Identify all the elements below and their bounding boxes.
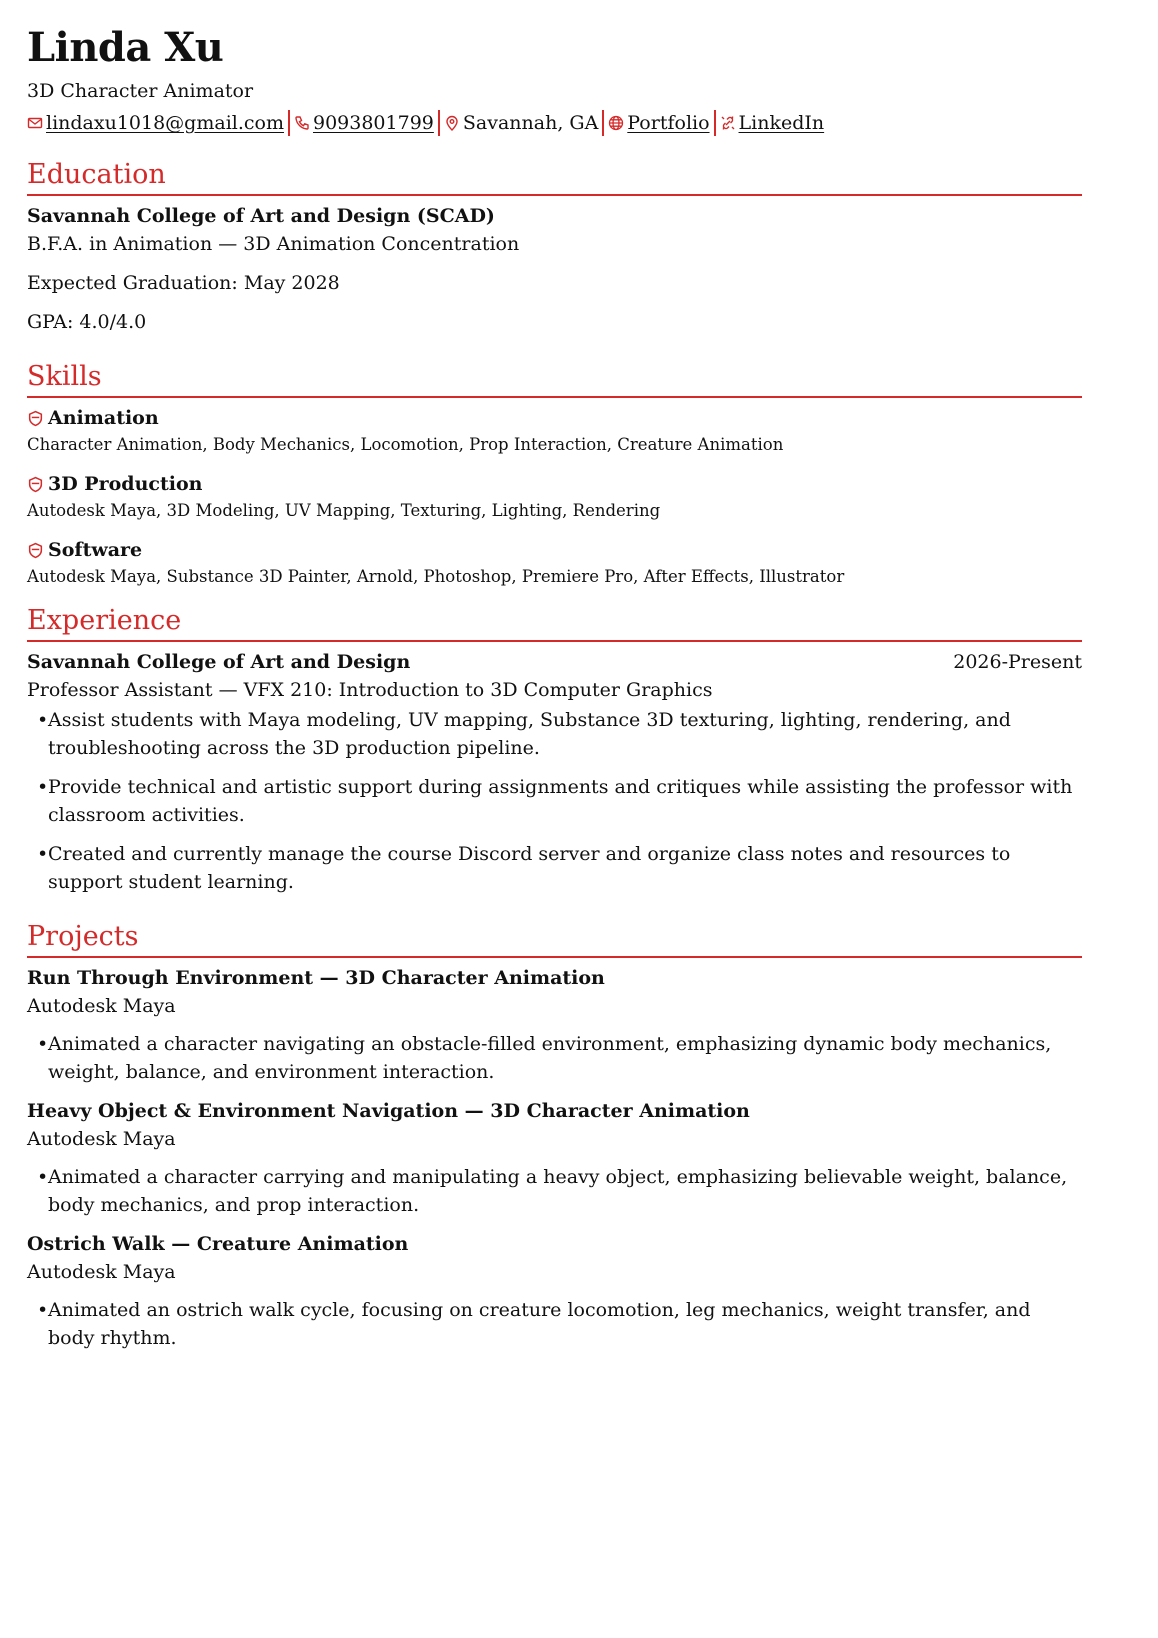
project-tool: Autodesk Maya bbox=[27, 995, 176, 1017]
project-bullets bbox=[27, 1163, 1082, 1219]
project-tool: Autodesk Maya bbox=[27, 1128, 176, 1150]
job-bullets bbox=[27, 706, 1082, 896]
email-link[interactable]: lindaxu1018@gmail.com bbox=[46, 112, 284, 134]
project-bullets bbox=[27, 1030, 1082, 1086]
envelope-icon bbox=[27, 115, 43, 131]
skill-group-items: Character Animation, Body Mechanics, Locomotion, Prop Interaction, Creature Animation bbox=[27, 435, 784, 454]
shield-icon bbox=[27, 410, 44, 427]
skill-group-3d-production bbox=[27, 470, 1082, 524]
gpa: GPA: 4.0/4.0 bbox=[27, 311, 147, 333]
phone-link[interactable]: 9093801799 bbox=[312, 112, 434, 134]
list-item: • Assist students with Maya modeling, UV mapping, Substance 3D texturing, lighting, rendering, and troubleshooting across the 3D production pipeline. bbox=[48, 706, 1082, 762]
candidate-name: Linda Xu bbox=[27, 24, 224, 71]
contact-divider bbox=[602, 110, 604, 136]
project-tool: Autodesk Maya bbox=[27, 1261, 176, 1283]
contact-location bbox=[444, 108, 598, 138]
contact-bar bbox=[27, 108, 1082, 138]
skill-group-software bbox=[27, 536, 1082, 590]
contact-email[interactable] bbox=[27, 108, 284, 138]
contact-portfolio[interactable] bbox=[608, 108, 709, 138]
projects-section bbox=[27, 920, 1082, 1352]
list-item: • Created and currently manage the course Discord server and organize class notes and resources to support student learning. bbox=[48, 840, 1082, 896]
job-org: Savannah College of Art and Design bbox=[27, 651, 411, 673]
shield-icon bbox=[27, 542, 44, 559]
link-icon bbox=[720, 115, 736, 131]
contact-divider bbox=[714, 110, 716, 136]
degree: B.F.A. in Animation — 3D Animation Concentration bbox=[27, 233, 520, 255]
list-item: • Animated an ostrich walk cycle, focusing on creature locomotion, leg mechanics, weight transfer, and body rhythm. bbox=[48, 1296, 1082, 1352]
section-title-skills: Skills bbox=[27, 360, 1082, 398]
job-dates: 2026-Present bbox=[953, 651, 1082, 673]
list-item: • Animated a character navigating an obstacle-filled environment, emphasizing dynamic body mechanics, weight, balance, and environment interaction. bbox=[48, 1030, 1082, 1086]
project-name: Run Through Environment — 3D Character Animation bbox=[27, 967, 605, 989]
project-name: Ostrich Walk — Creature Animation bbox=[27, 1233, 409, 1255]
shield-icon bbox=[27, 476, 44, 493]
job-entry bbox=[27, 648, 1082, 896]
skill-group-name: Animation bbox=[48, 407, 159, 429]
list-item: • Animated a character carrying and manipulating a heavy object, emphasizing believable weight, balance, body mechanics, and prop interaction. bbox=[48, 1163, 1082, 1219]
section-title-education: Education bbox=[27, 158, 1082, 196]
education-section bbox=[27, 158, 1082, 336]
skills-section bbox=[27, 360, 1082, 590]
contact-divider bbox=[438, 110, 440, 136]
list-item: • Provide technical and artistic support during assignments and critiques while assisting the professor with classroom activities. bbox=[48, 773, 1082, 829]
linkedin-link[interactable]: LinkedIn bbox=[738, 112, 825, 134]
skill-group-name: 3D Production bbox=[48, 473, 203, 495]
job-role: Professor Assistant — VFX 210: Introduction to 3D Computer Graphics bbox=[27, 679, 713, 701]
contact-linkedin[interactable] bbox=[720, 108, 825, 138]
section-title-projects: Projects bbox=[27, 920, 1082, 958]
project-bullets bbox=[27, 1296, 1082, 1352]
contact-phone[interactable] bbox=[294, 108, 434, 138]
contact-divider bbox=[288, 110, 290, 136]
skill-group-name: Software bbox=[48, 539, 143, 561]
project-entry bbox=[27, 1230, 1082, 1352]
portfolio-link[interactable]: Portfolio bbox=[627, 112, 710, 134]
map-pin-icon bbox=[444, 115, 460, 131]
project-name: Heavy Object & Environment Navigation — 3D Character Animation bbox=[27, 1100, 750, 1122]
section-title-experience: Experience bbox=[27, 604, 1082, 642]
skill-group-animation bbox=[27, 404, 1082, 458]
graduation-date: Expected Graduation: May 2028 bbox=[27, 272, 340, 294]
location-text: Savannah, GA bbox=[462, 112, 599, 134]
skill-group-items: Autodesk Maya, Substance 3D Painter, Arnold, Photoshop, Premiere Pro, After Effects, Illustrator bbox=[27, 567, 845, 586]
project-entry bbox=[27, 964, 1082, 1086]
project-entry bbox=[27, 1097, 1082, 1219]
skill-group-items: Autodesk Maya, 3D Modeling, UV Mapping, Texturing, Lighting, Rendering bbox=[27, 501, 661, 520]
globe-icon bbox=[608, 115, 624, 131]
experience-section bbox=[27, 604, 1082, 896]
phone-icon bbox=[294, 115, 310, 131]
candidate-tagline: 3D Character Animator bbox=[27, 80, 254, 102]
school-name: Savannah College of Art and Design (SCAD) bbox=[27, 205, 495, 227]
